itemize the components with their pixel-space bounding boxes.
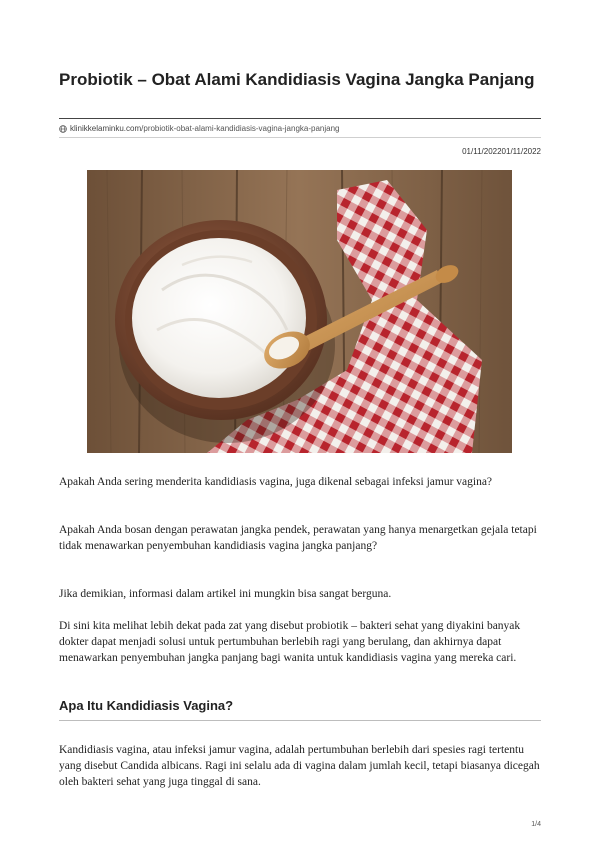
section-heading: Apa Itu Kandidiasis Vagina? [59, 698, 234, 713]
paragraph-2: Apakah Anda bosan dengan perawatan jangka pendek, perawatan yang hanya menargetkan gejala tetapi tidak menawarkan penyembuhan kandidiasis vagina jangka panjang? [59, 524, 537, 552]
source-path[interactable]: /probiotik-obat-alami-kandidiasis-vagina-jangka-panjang [141, 124, 340, 133]
source-domain[interactable]: klinikkelaminku.com [70, 124, 142, 133]
paragraph-3: Jika demikian, informasi dalam artikel ini mungkin bisa sangat berguna. [59, 588, 392, 600]
source-divider [59, 137, 541, 138]
paragraph-1: Apakah Anda sering menderita kandidiasis vagina, juga dikenal sebagai infeksi jamur vagina? [59, 476, 493, 488]
paragraph-4: Di sini kita melihat lebih dekat pada zat yang disebut probiotik – bakteri sehat yang diyakini banyak dokter dapat menjadi solusi untuk pertumbuhan berlebih ragi yang berulang, dan akhirnya dapat menawarkan penyembuhan jangka panjang bagi wanita untuk kandidiasis vagina yang mereka cari. [59, 620, 521, 664]
globe-icon [59, 125, 67, 133]
section-paragraph: Kandidiasis vagina, atau infeksi jamur vagina, adalah pertumbuhan berlebih dari spesies ragi tertentu yang disebut Candida albicans. Ragi ini selalu ada di vagina dalam jumlah kecil, tetapi biasanya dicegah oleh bakteri sehat yang juga tinggal di sana. [59, 744, 540, 788]
publish-date: 01/11/202201/11/2022 [462, 147, 541, 156]
yogurt-photo [87, 170, 512, 453]
source-link[interactable] [59, 124, 541, 133]
yogurt-bowl-image [87, 170, 512, 453]
section-divider [59, 720, 541, 721]
title-divider [59, 118, 541, 119]
article-title: Probiotik – Obat Alami Kandidiasis Vagina Jangka Panjang [59, 70, 535, 89]
page-number: 1/4 [531, 821, 541, 828]
